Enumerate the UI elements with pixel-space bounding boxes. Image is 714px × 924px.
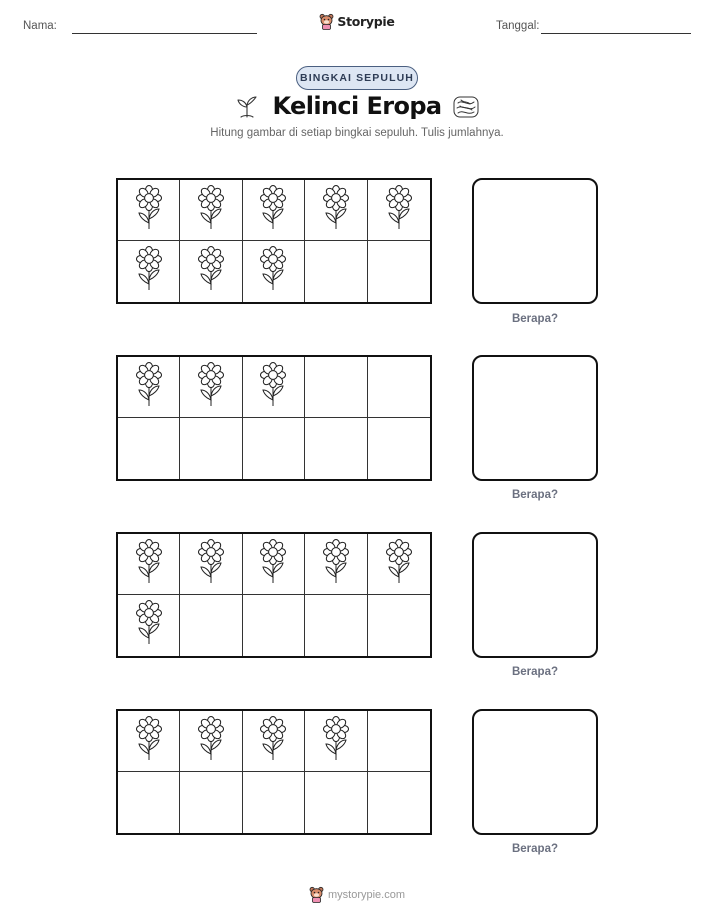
flower-icon xyxy=(258,716,288,767)
ten-frame-cell xyxy=(243,180,305,241)
ten-frame-cell xyxy=(180,357,242,418)
flower-icon xyxy=(196,539,226,590)
ten-frame-cell xyxy=(305,357,367,418)
hay-bale-icon xyxy=(452,94,480,120)
flower-icon xyxy=(258,539,288,590)
flower-icon xyxy=(196,246,226,297)
flower-icon xyxy=(384,539,414,590)
ten-frame-cell xyxy=(368,241,430,302)
footer-url: mystorypie.com xyxy=(327,888,406,901)
flower-icon xyxy=(134,716,164,767)
footer xyxy=(0,886,714,903)
ten-frame-cell xyxy=(368,711,430,772)
ten-frame-cell xyxy=(118,595,180,656)
flower-icon xyxy=(196,716,226,767)
date-label: Tanggal: xyxy=(496,20,540,32)
flower-icon xyxy=(384,185,414,236)
answer-label-1: Berapa? xyxy=(511,313,559,325)
name-write-line[interactable] xyxy=(72,33,257,34)
ten-frame-cell xyxy=(243,534,305,595)
answer-box-1[interactable] xyxy=(472,178,598,304)
answer-label-4: Berapa? xyxy=(511,843,559,855)
ten-frame-cell xyxy=(180,595,242,656)
ten-frame-cell xyxy=(243,241,305,302)
ten-frame-cell xyxy=(368,418,430,479)
answer-label-3: Berapa? xyxy=(511,666,559,678)
ten-frame-cell xyxy=(180,241,242,302)
flower-icon xyxy=(258,362,288,413)
ten-frame-cell xyxy=(118,180,180,241)
ten-frame-cell xyxy=(243,418,305,479)
ten-frame-cell xyxy=(118,241,180,302)
brand-logo xyxy=(0,13,714,30)
ten-frame-cell xyxy=(180,418,242,479)
date-write-line[interactable] xyxy=(541,33,691,34)
flower-icon xyxy=(134,362,164,413)
ten-frame-2 xyxy=(116,355,432,481)
ten-frame-cell xyxy=(305,534,367,595)
ten-frame-cell xyxy=(243,357,305,418)
ten-frame-cell xyxy=(243,595,305,656)
ten-frame-cell xyxy=(118,357,180,418)
ten-frame-cell xyxy=(180,711,242,772)
ten-frame-cell xyxy=(305,595,367,656)
ten-frame-cell xyxy=(180,772,242,833)
ten-frame-cell xyxy=(243,711,305,772)
worksheet-title: Kelinci Eropa xyxy=(272,92,442,120)
answer-box-4[interactable] xyxy=(472,709,598,835)
ten-frame-cell xyxy=(368,595,430,656)
flower-icon xyxy=(134,246,164,297)
ten-frame-cell xyxy=(305,772,367,833)
flower-icon xyxy=(134,539,164,590)
flower-icon xyxy=(258,185,288,236)
ten-frame-4 xyxy=(116,709,432,835)
ten-frame-3 xyxy=(116,532,432,658)
ten-frame-cell xyxy=(243,772,305,833)
ten-frame-cell xyxy=(180,534,242,595)
ten-frame-cell xyxy=(368,772,430,833)
flower-icon xyxy=(134,185,164,236)
flower-icon xyxy=(196,185,226,236)
flower-icon xyxy=(258,246,288,297)
ten-frame-cell xyxy=(305,241,367,302)
ten-frame-cell xyxy=(118,534,180,595)
ten-frame-cell xyxy=(305,180,367,241)
answer-box-3[interactable] xyxy=(472,532,598,658)
ten-frame-1 xyxy=(116,178,432,304)
flower-icon xyxy=(321,716,351,767)
brand-name: Storypie xyxy=(337,14,395,29)
answer-box-2[interactable] xyxy=(472,355,598,481)
bear-mascot-icon xyxy=(309,886,324,903)
flower-icon xyxy=(196,362,226,413)
flower-icon xyxy=(321,185,351,236)
instructions: Hitung gambar di setiap bingkai sepuluh. Tulis jumlahnya. xyxy=(210,127,504,139)
flower-icon xyxy=(134,600,164,651)
flower-icon xyxy=(321,539,351,590)
ten-frame-cell xyxy=(368,180,430,241)
name-label: Nama: xyxy=(23,20,57,32)
worksheet-type-badge: BINGKAI SEPULUH xyxy=(296,66,418,90)
ten-frame-cell xyxy=(180,180,242,241)
ten-frame-cell xyxy=(368,534,430,595)
bear-mascot-icon xyxy=(319,13,334,30)
ten-frame-cell xyxy=(305,418,367,479)
ten-frame-cell xyxy=(118,418,180,479)
ten-frame-cell xyxy=(305,711,367,772)
ten-frame-cell xyxy=(118,711,180,772)
answer-label-2: Berapa? xyxy=(511,489,559,501)
ten-frame-cell xyxy=(118,772,180,833)
ten-frame-cell xyxy=(368,357,430,418)
